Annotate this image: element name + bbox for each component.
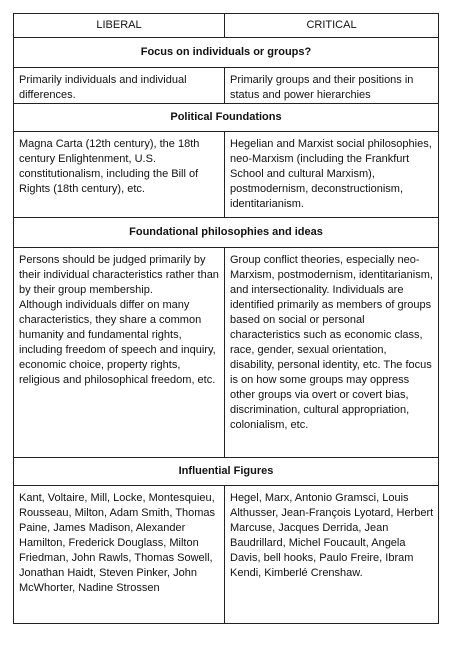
liberal-column-header: LIBERAL <box>14 14 225 38</box>
liberal-critical-comparison-table <box>13 13 439 624</box>
cell-text: Kant, Voltaire, Mill, Locke, Montesquieu, Rousseau, Milton, Adam Smith, Thomas Paine, James Madison, Alexander Hamilton, Frederick Douglass, Milton Friedman, John Rawls, Thomas Sowell, Jonathan Haidt, Steven Pinker, John McWhorter, Nadine Strossen <box>19 492 216 594</box>
table-row <box>14 248 439 458</box>
liberal-cell-influential-figures <box>14 486 225 624</box>
critical-cell-influential-figures <box>225 486 439 624</box>
liberal-cell-political-foundations <box>14 132 225 218</box>
section-header-row <box>14 38 439 68</box>
section-title-influential-figures: Influential Figures <box>14 458 439 486</box>
section-title-political-foundations: Political Foundations <box>14 104 439 132</box>
cell-text: Persons should be judged primarily by their individual characteristics rather than by their group membership. <box>19 254 219 296</box>
table-row <box>14 132 439 218</box>
section-header-row <box>14 458 439 486</box>
column-header-row <box>14 14 439 38</box>
section-header-row <box>14 104 439 132</box>
cell-text: Although individuals differ on many characteristics, they share a common humanity and fundamental rights, including freedom of speech and inquiry, economic choice, property rights, religious and philosophical freedom, etc. <box>19 299 216 386</box>
cell-text: Hegel, Marx, Antonio Gramsci, Louis Althusser, Jean-François Lyotard, Herbert Marcuse, Jacques Derrida, Jean Baudrillard, Michel Foucault, Angela Davis, bell hooks, Paulo Freire, Ibram Kendi, Kimberlé Crenshaw. <box>230 492 434 579</box>
section-title-foundational-philosophies: Foundational philosophies and ideas <box>14 218 439 248</box>
cell-text: Group conflict theories, especially neo-Marxism, postmodernism, identitarianism, and intersectionality. Individuals are identified primarily as members of groups based on social or personal characteristics such as economic class, race, gender, sexual orientation, disability, personal identity, etc. The focus is on how some groups may oppress other groups via overt or covert bias, discrimination, cultural appropriation, colonialism, etc. <box>230 254 433 431</box>
cell-text: Primarily individuals and individual differences. <box>19 74 187 101</box>
liberal-cell-focus <box>14 68 225 104</box>
critical-cell-foundational-philosophies <box>225 248 439 458</box>
critical-cell-political-foundations <box>225 132 439 218</box>
critical-column-header: CRITICAL <box>225 14 439 38</box>
liberal-cell-foundational-philosophies <box>14 248 225 458</box>
comparison-table-container <box>13 13 438 624</box>
section-header-row <box>14 218 439 248</box>
cell-text: Hegelian and Marxist social philosophies, neo-Marxism (including the Frankfurt School and cultural Marxism), postmodernism, deconstructionism, identitarianism. <box>230 138 432 210</box>
table-row <box>14 68 439 104</box>
section-title-focus: Focus on individuals or groups? <box>14 38 439 68</box>
cell-text: Magna Carta (12th century), the 18th century Enlightenment, U.S. constitutionalism, including the Bill of Rights (18th century), etc. <box>19 138 200 195</box>
table-row <box>14 486 439 624</box>
critical-cell-focus <box>225 68 439 104</box>
cell-text: Primarily groups and their positions in status and power hierarchies <box>230 74 414 101</box>
